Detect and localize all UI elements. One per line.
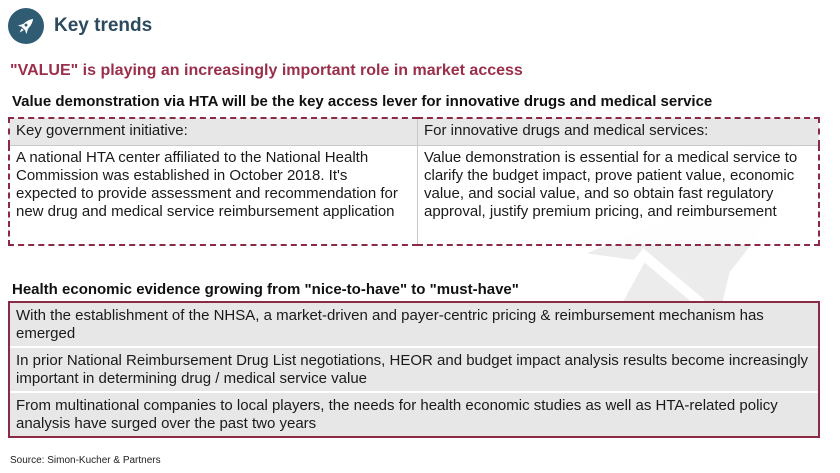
col1-header: Key government initiative: <box>9 118 418 146</box>
section2-title: Health economic evidence growing from "nice-to-have" to "must-have" <box>12 281 519 298</box>
list-item: In prior National Reimbursement Drug List negotiations, HEOR and budget impact analysis results become increasingly important in determining drug / medical service value <box>10 346 818 391</box>
evidence-list <box>8 301 820 438</box>
headline: "VALUE" is playing an increasingly important role in market access <box>10 62 523 79</box>
list-item: With the establishment of the NHSA, a market-driven and payer-centric pricing & reimbursement mechanism has emerged <box>10 303 818 346</box>
source-note: Source: Simon-Kucher & Partners <box>10 455 161 466</box>
hta-table <box>8 117 820 246</box>
list-item: From multinational companies to local players, the needs for health economic studies as well as HTA-related policy analysis have surged over the past two years <box>10 391 818 436</box>
col2-header: For innovative drugs and medical services: <box>418 118 820 146</box>
col1-body: A national HTA center affiliated to the National Health Commission was established in October 2018. It's expected to provide assessment and recommendation for new drug and medical service reimbursement application <box>9 146 418 246</box>
table-header-row <box>9 118 819 146</box>
page-title: Key trends <box>54 15 153 36</box>
rocket-icon <box>8 8 44 44</box>
section1-title: Value demonstration via HTA will be the key access lever for innovative drugs and medical service <box>12 93 713 110</box>
header <box>8 8 152 44</box>
col2-body: Value demonstration is essential for a medical service to clarify the budget impact, prove patient value, economic value, and social value, and so obtain fast regulatory approval, justify premium pricing, and reimbursement <box>418 146 820 246</box>
table-row <box>9 146 819 246</box>
